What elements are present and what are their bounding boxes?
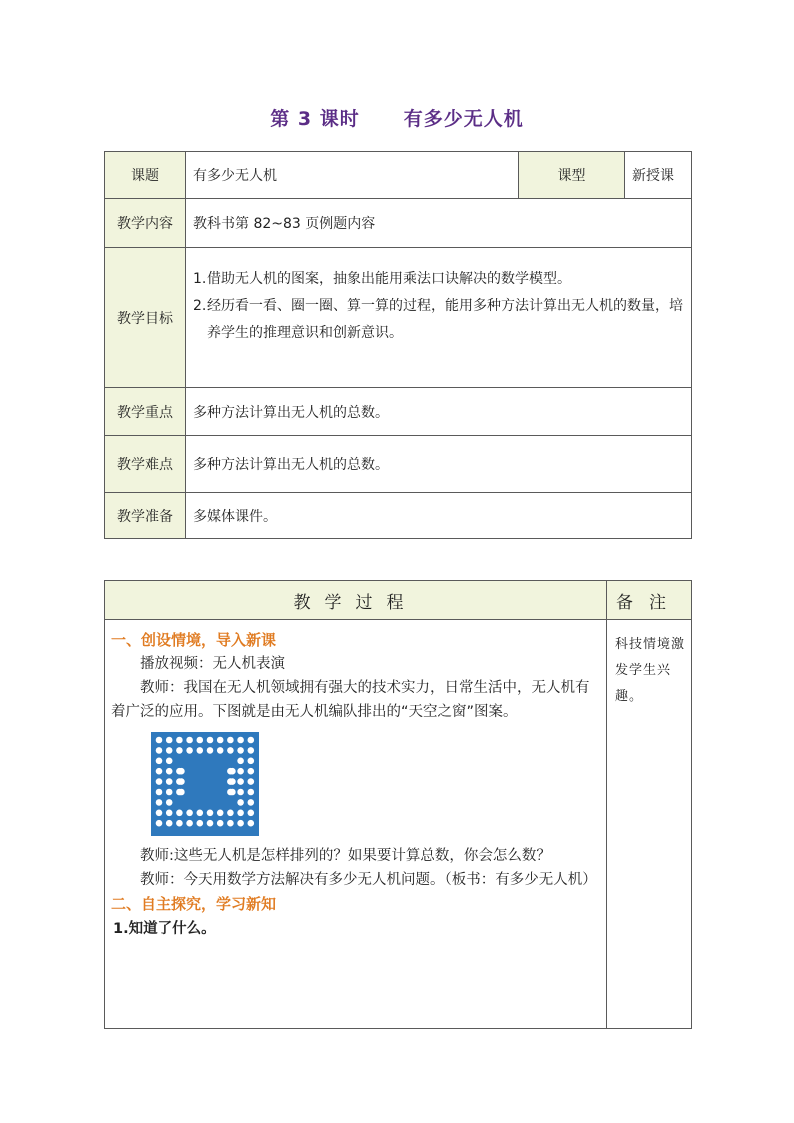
topic-value: 有多少无人机 xyxy=(186,152,519,199)
drone-dot xyxy=(176,820,183,827)
drone-dot xyxy=(186,810,193,817)
drone-dot xyxy=(178,768,185,775)
drone-dot xyxy=(217,820,224,827)
content-label: 教学内容 xyxy=(105,199,186,248)
goals-label: 教学目标 xyxy=(105,248,186,388)
drone-dot xyxy=(186,737,193,744)
drone-dot xyxy=(178,778,185,785)
drone-dot xyxy=(248,810,255,817)
drone-dot xyxy=(166,758,173,765)
goals-list xyxy=(186,248,692,388)
drone-dot xyxy=(229,778,236,785)
drone-dot xyxy=(156,789,163,796)
drone-dots-icon xyxy=(151,732,259,836)
lesson-info-table xyxy=(104,151,692,539)
drone-dot xyxy=(156,778,163,785)
drone-dot xyxy=(197,747,204,754)
drone-dot xyxy=(217,737,224,744)
drone-dot xyxy=(186,820,193,827)
drone-dot xyxy=(237,789,244,796)
goal-item: 2. 经历看一看、圈一圈、算一算的过程，能用多种方法计算出无人机的数量，培养学生的推理意识和创新意识。 xyxy=(193,298,683,341)
paragraph: 播放视频：无人机表演 xyxy=(140,656,285,672)
lesson-name: 有多少无人机 xyxy=(403,108,524,130)
drone-dot xyxy=(237,747,244,754)
drone-dot xyxy=(156,747,163,754)
drone-dot xyxy=(197,810,204,817)
drone-dot xyxy=(156,737,163,744)
prep-label: 教学准备 xyxy=(105,493,186,539)
drone-dot xyxy=(156,820,163,827)
drone-dot xyxy=(166,820,173,827)
process-body xyxy=(105,620,607,1029)
drone-dot xyxy=(248,747,255,754)
drone-dot xyxy=(207,820,214,827)
drone-dot xyxy=(227,820,234,827)
drone-dot xyxy=(207,737,214,744)
drone-dot xyxy=(166,768,173,775)
note-cell: 科技情境激发学生兴趣。 xyxy=(607,620,692,1029)
difficulty-label: 教学难点 xyxy=(105,436,186,493)
drone-dot xyxy=(248,758,255,765)
drone-dot xyxy=(237,778,244,785)
drone-dot xyxy=(186,747,193,754)
notes-header: 备注 xyxy=(607,581,692,620)
drone-dot xyxy=(166,747,173,754)
page-title xyxy=(0,104,794,131)
drone-dot xyxy=(229,789,236,796)
drone-dot xyxy=(217,747,224,754)
drone-dot xyxy=(227,810,234,817)
drone-dot xyxy=(237,810,244,817)
drone-dot xyxy=(176,810,183,817)
drone-dot xyxy=(237,758,244,765)
drone-dot xyxy=(176,737,183,744)
drone-dot xyxy=(248,768,255,775)
drone-dot xyxy=(166,789,173,796)
section-heading: 二、自主探究，学习新知 xyxy=(111,895,277,913)
drone-dot xyxy=(237,820,244,827)
drone-dot xyxy=(176,747,183,754)
drone-dot xyxy=(237,799,244,806)
drone-dot xyxy=(156,810,163,817)
paragraph: 教师：今天用数学方法解决有多少无人机问题。（板书：有多少无人机） xyxy=(140,872,597,888)
drone-dot xyxy=(166,810,173,817)
goal-item: 1. 借助无人机的图案，抽象出能用乘法口诀解决的数学模型。 xyxy=(193,271,571,287)
difficulty-value: 多种方法计算出无人机的总数。 xyxy=(186,436,692,493)
drone-formation-image xyxy=(151,732,259,836)
type-label: 课型 xyxy=(519,152,625,199)
drone-dot xyxy=(156,768,163,775)
drone-dot xyxy=(217,810,224,817)
drone-dot xyxy=(227,747,234,754)
lesson-number: 第 3 课时 xyxy=(270,108,360,130)
paragraph: 教师：我国在无人机领域拥有强大的技术实力，日常生活中，无人机有着广泛的应用。下图就是由无人机编队排出的“天空之窗”图案。 xyxy=(111,680,590,720)
key-value: 多种方法计算出无人机的总数。 xyxy=(186,388,692,436)
type-value: 新授课 xyxy=(625,152,692,199)
drone-dot xyxy=(166,737,173,744)
drone-dot xyxy=(207,810,214,817)
step-heading: 1.知道了什么。 xyxy=(113,921,216,937)
prep-value: 多媒体课件。 xyxy=(186,493,692,539)
drone-dot xyxy=(197,737,204,744)
drone-dot xyxy=(248,737,255,744)
drone-dot xyxy=(156,758,163,765)
drone-dot xyxy=(248,820,255,827)
drone-dot xyxy=(156,799,163,806)
drone-dot xyxy=(248,789,255,796)
content-value: 教科书第 82~83 页例题内容 xyxy=(186,199,692,248)
key-label: 教学重点 xyxy=(105,388,186,436)
topic-label: 课题 xyxy=(105,152,186,199)
drone-dot xyxy=(248,799,255,806)
drone-dot xyxy=(178,789,185,796)
drone-dot xyxy=(166,799,173,806)
drone-dot xyxy=(237,768,244,775)
drone-dot xyxy=(197,820,204,827)
drone-dot xyxy=(237,737,244,744)
paragraph: 教师:这些无人机是怎样排列的？如果要计算总数，你会怎么数？ xyxy=(140,848,551,864)
drone-dot xyxy=(227,737,234,744)
drone-dot xyxy=(207,747,214,754)
process-header: 教学过程 xyxy=(105,581,607,620)
section-heading: 一、创设情境，导入新课 xyxy=(111,631,277,649)
drone-dot xyxy=(229,768,236,775)
drone-dot xyxy=(248,778,255,785)
drone-dot xyxy=(166,778,173,785)
teaching-process-table xyxy=(104,580,692,1029)
